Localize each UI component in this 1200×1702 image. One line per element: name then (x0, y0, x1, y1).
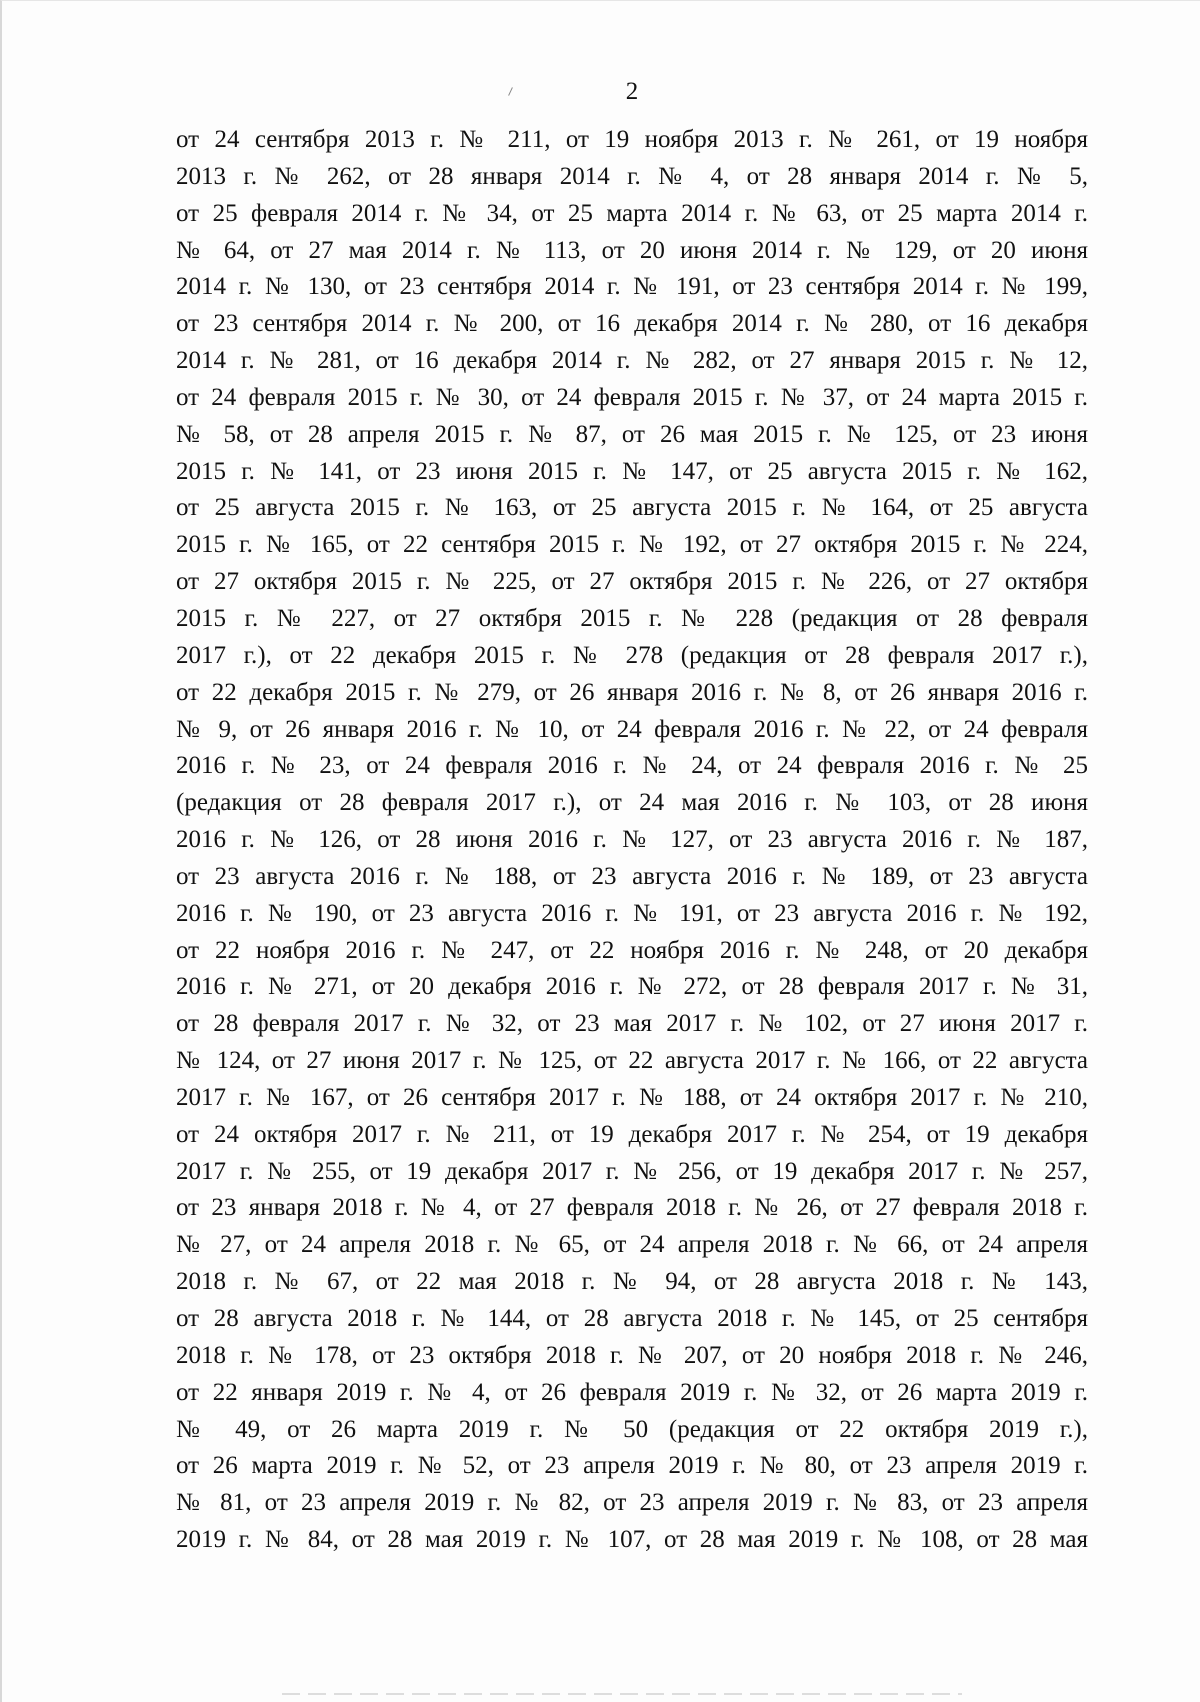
text-line: 2014 г. № 130, от 23 сентября 2014 г. № 191, от 23 сентября 2014 г. № 199, (176, 273, 1088, 301)
text-line: № 27, от 24 апреля 2018 г. № 65, от 24 апреля 2018 г. № 66, от 24 апреля (176, 1231, 1088, 1259)
text-line: от 24 февраля 2015 г. № 30, от 24 февраля 2015 г. № 37, от 24 марта 2015 г. (176, 383, 1088, 411)
text-line: 2015 г. № 227, от 27 октября 2015 г. № 228 (редакция от 28 февраля (176, 604, 1088, 632)
text-line: 2013 г. № 262, от 28 января 2014 г. № 4, от 28 января 2014 г. № 5, (176, 162, 1088, 190)
text-line: от 22 января 2019 г. № 4, от 26 февраля 2019 г. № 32, от 26 марта 2019 г. (176, 1378, 1088, 1406)
text-line: № 81, от 23 апреля 2019 г. № 82, от 23 апреля 2019 г. № 83, от 23 апреля (176, 1489, 1088, 1517)
text-line: 2019 г. № 84, от 28 мая 2019 г. № 107, от 28 мая 2019 г. № 108, от 28 мая (176, 1526, 1088, 1554)
text-line: № 124, от 27 июня 2017 г. № 125, от 22 августа 2017 г. № 166, от 22 августа (176, 1047, 1088, 1075)
text-line: от 23 января 2018 г. № 4, от 27 февраля 2018 г. № 26, от 27 февраля 2018 г. (176, 1194, 1088, 1222)
text-line: 2018 г. № 67, от 22 мая 2018 г. № 94, от 28 августа 2018 г. № 143, (176, 1268, 1088, 1296)
text-line: 2015 г. № 165, от 22 сентября 2015 г. № 192, от 27 октября 2015 г. № 224, (176, 531, 1088, 559)
text-line: 2017 г.), от 22 декабря 2015 г. № 278 (редакция от 28 февраля 2017 г.), (176, 641, 1088, 669)
text-line: от 23 августа 2016 г. № 188, от 23 августа 2016 г. № 189, от 23 августа (176, 862, 1088, 890)
text-line: от 23 сентября 2014 г. № 200, от 16 декабря 2014 г. № 280, от 16 декабря (176, 310, 1088, 338)
text-line: 2016 г. № 23, от 24 февраля 2016 г. № 24, от 24 февраля 2016 г. № 25 (176, 752, 1088, 780)
body-text (176, 122, 1088, 1559)
page-number: 2 (625, 78, 639, 105)
text-line: от 28 августа 2018 г. № 144, от 28 августа 2018 г. № 145, от 25 сентября (176, 1305, 1088, 1332)
text-line: (редакция от 28 февраля 2017 г.), от 24 мая 2016 г. № 103, от 28 июня (176, 789, 1088, 817)
text-line: от 25 августа 2015 г. № 163, от 25 августа 2015 г. № 164, от 25 августа (176, 494, 1088, 522)
text-line: 2017 г. № 167, от 26 сентября 2017 г. № 188, от 24 октября 2017 г. № 210, (176, 1083, 1088, 1111)
text-line: от 25 февраля 2014 г. № 34, от 25 марта 2014 г. № 63, от 25 марта 2014 г. (176, 199, 1088, 227)
text-line: 2015 г. № 141, от 23 июня 2015 г. № 147, от 25 августа 2015 г. № 162, (176, 457, 1088, 485)
scan-bottom-bleed (282, 1693, 962, 1695)
text-line: от 24 октября 2017 г. № 211, от 19 декабря 2017 г. № 254, от 19 декабря (176, 1120, 1088, 1148)
text-line: 2017 г. № 255, от 19 декабря 2017 г. № 256, от 19 декабря 2017 г. № 257, (176, 1157, 1088, 1185)
text-line: № 9, от 26 января 2016 г. № 10, от 24 февраля 2016 г. № 22, от 24 февраля (176, 715, 1088, 743)
text-line: 2016 г. № 271, от 20 декабря 2016 г. № 272, от 28 февраля 2017 г. № 31, (176, 973, 1088, 1001)
text-line: № 64, от 27 мая 2014 г. № 113, от 20 июня 2014 г. № 129, от 20 июня (176, 236, 1088, 264)
text-line: от 24 сентября 2013 г. № 211, от 19 ноября 2013 г. № 261, от 19 ноября (176, 126, 1088, 153)
text-line: от 28 февраля 2017 г. № 32, от 23 мая 2017 г. № 102, от 27 июня 2017 г. (176, 1010, 1088, 1038)
text-line: 2016 г. № 126, от 28 июня 2016 г. № 127, от 23 августа 2016 г. № 187, (176, 826, 1088, 854)
text-line: от 22 ноября 2016 г. № 247, от 22 ноября 2016 г. № 248, от 20 декабря (176, 936, 1088, 964)
text-line: 2018 г. № 178, от 23 октября 2018 г. № 207, от 20 ноября 2018 г. № 246, (176, 1341, 1088, 1369)
text-line: № 49, от 26 марта 2019 г. № 50 (редакция от 22 октября 2019 г.), (176, 1415, 1088, 1443)
text-line: от 27 октября 2015 г. № 225, от 27 октября 2015 г. № 226, от 27 октября (176, 568, 1088, 596)
text-line: от 22 декабря 2015 г. № 279, от 26 января 2016 г. № 8, от 26 января 2016 г. (176, 678, 1088, 706)
text-line: от 26 марта 2019 г. № 52, от 23 апреля 2019 г. № 80, от 23 апреля 2019 г. (176, 1452, 1088, 1480)
text-line: 2014 г. № 281, от 16 декабря 2014 г. № 282, от 27 января 2015 г. № 12, (176, 347, 1088, 375)
text-line: № 58, от 28 апреля 2015 г. № 87, от 26 мая 2015 г. № 125, от 23 июня (176, 420, 1088, 448)
text-line: 2016 г. № 190, от 23 августа 2016 г. № 191, от 23 августа 2016 г. № 192, (176, 899, 1088, 927)
